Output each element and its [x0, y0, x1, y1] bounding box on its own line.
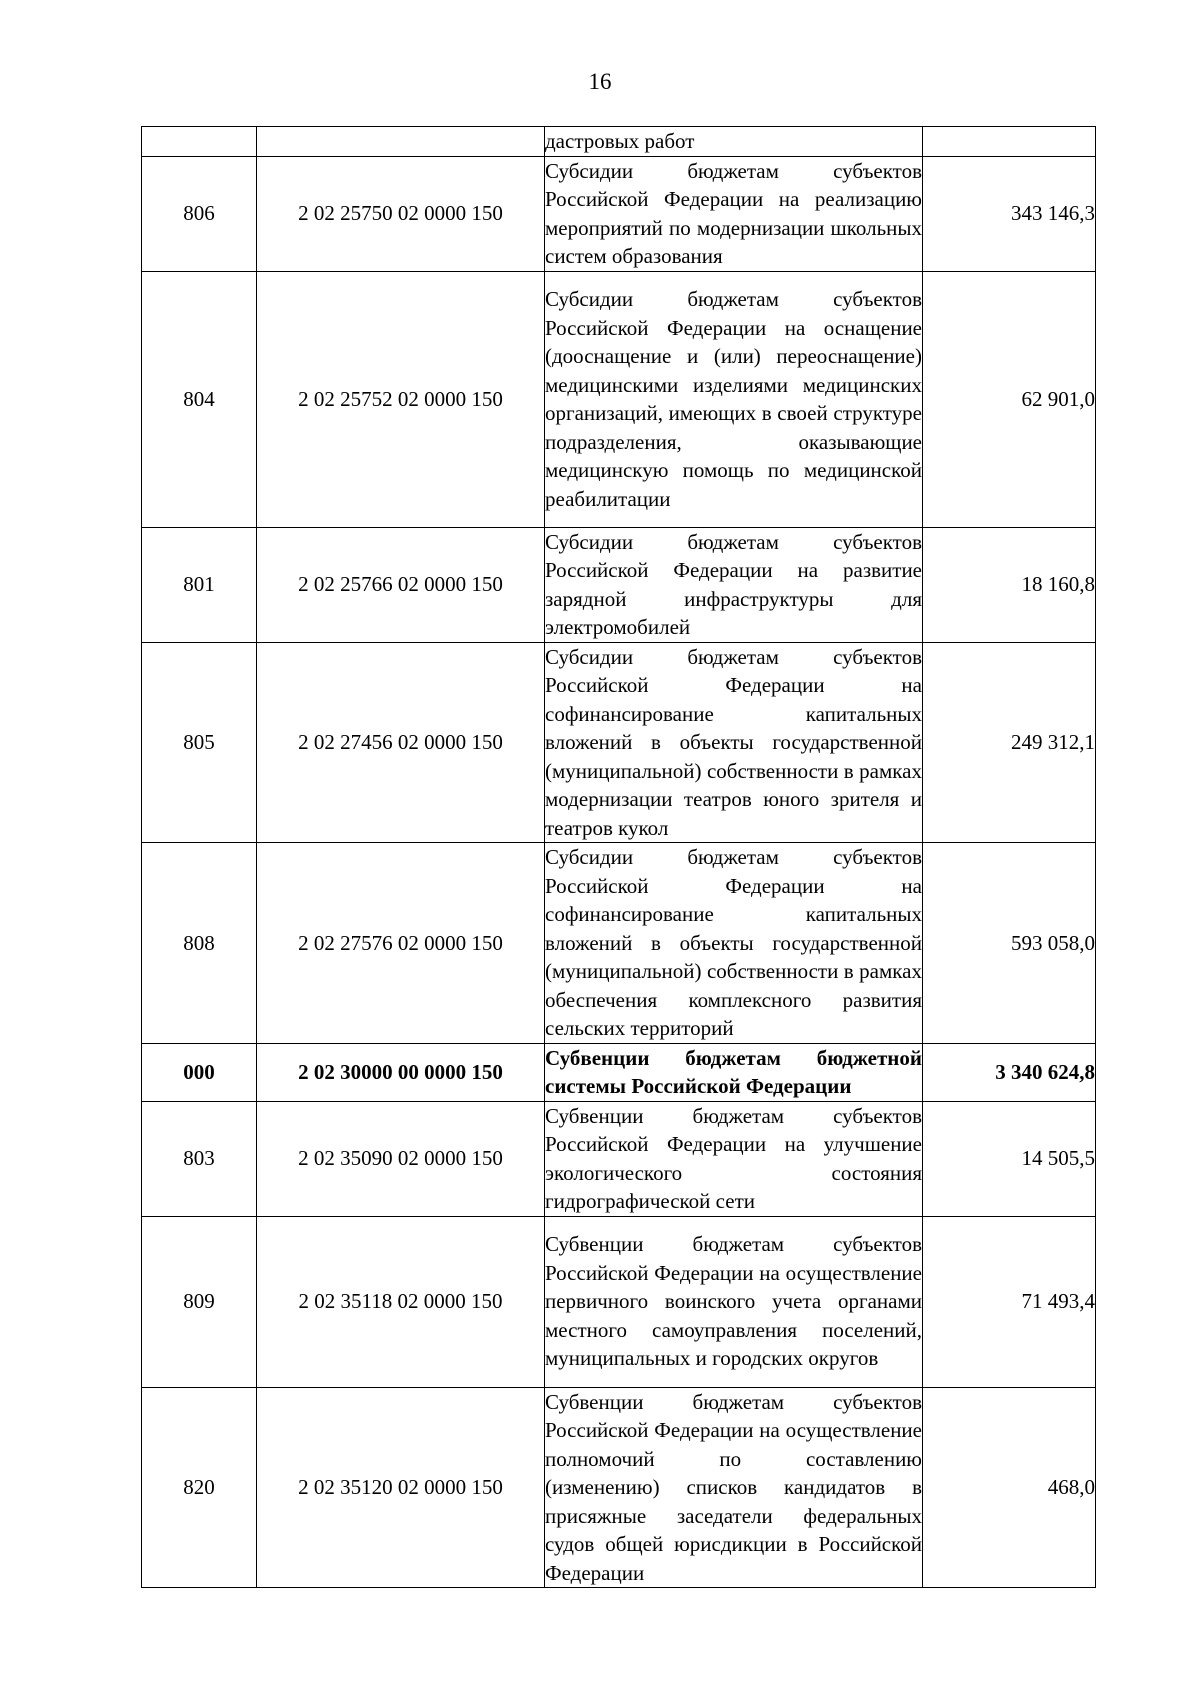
admin-code-cell: 804: [142, 271, 257, 527]
table-row: [142, 1101, 1096, 1216]
classification-code-cell: 2 02 35118 02 0000 150: [257, 1216, 545, 1387]
classification-code-cell: 2 02 25750 02 0000 150: [257, 156, 545, 271]
admin-code-cell: 801: [142, 527, 257, 642]
admin-code-cell: 809: [142, 1216, 257, 1387]
table-row: [142, 1043, 1096, 1101]
classification-code-cell: 2 02 27456 02 0000 150: [257, 642, 545, 843]
amount-cell: [923, 127, 1096, 157]
income-name-cell: Субсидии бюджетам субъектов Российской Федерации на софинансирование капитальных вложений в объекты государственной (муниципальной) собственности в рамках модернизации театров юного зрителя и театров кукол: [545, 642, 923, 843]
amount-cell: 62 901,0: [923, 271, 1096, 527]
budget-table-body: [142, 127, 1096, 1588]
table-row: [142, 156, 1096, 271]
income-name-cell: Субсидии бюджетам субъектов Российской Федерации на софинансирование капитальных вложений в объекты государственной (муниципальной) собственности в рамках обеспечения комплексного развития сельских территорий: [545, 843, 923, 1044]
budget-table: [141, 126, 1096, 1588]
table-row: [142, 1216, 1096, 1387]
classification-code-cell: 2 02 27576 02 0000 150: [257, 843, 545, 1044]
admin-code-cell: 803: [142, 1101, 257, 1216]
income-name-cell: дастровых работ: [545, 127, 923, 157]
page-number: 16: [588, 69, 612, 94]
admin-code-cell: 806: [142, 156, 257, 271]
table-row: [142, 843, 1096, 1044]
amount-cell: 18 160,8: [923, 527, 1096, 642]
classification-code-cell: [257, 127, 545, 157]
amount-cell: 14 505,5: [923, 1101, 1096, 1216]
admin-code-cell: 808: [142, 843, 257, 1044]
amount-cell: 249 312,1: [923, 642, 1096, 843]
income-name-cell: Субсидии бюджетам субъектов Российской Федерации на реализацию мероприятий по модернизации школьных систем образования: [545, 156, 923, 271]
admin-code-cell: 820: [142, 1387, 257, 1588]
classification-code-cell: 2 02 30000 00 0000 150: [257, 1043, 545, 1101]
amount-cell: 593 058,0: [923, 843, 1096, 1044]
classification-code-cell: 2 02 25766 02 0000 150: [257, 527, 545, 642]
table-row: [142, 527, 1096, 642]
admin-code-cell: 805: [142, 642, 257, 843]
admin-code-cell: [142, 127, 257, 157]
table-row: [142, 127, 1096, 157]
table-row: [142, 642, 1096, 843]
income-name-cell: Субвенции бюджетам субъектов Российской Федерации на улучшение экологического состояния гидрографической сети: [545, 1101, 923, 1216]
classification-code-cell: 2 02 35090 02 0000 150: [257, 1101, 545, 1216]
income-name-cell: Субсидии бюджетам субъектов Российской Федерации на оснащение (дооснащение и (или) переоснащение) медицинскими изделиями медицинских организаций, имеющих в своей структуре подразделения, оказывающие медицинскую помощь по медицинской реабилитации: [545, 271, 923, 527]
income-name-cell: Субсидии бюджетам субъектов Российской Федерации на развитие зарядной инфраструктуры для электромобилей: [545, 527, 923, 642]
income-name-cell: Субвенции бюджетам субъектов Российской Федерации на осуществление первичного воинского учета органами местного самоуправления поселений, муниципальных и городских округов: [545, 1216, 923, 1387]
table-row: [142, 271, 1096, 527]
amount-cell: 343 146,3: [923, 156, 1096, 271]
amount-cell: 3 340 624,8: [923, 1043, 1096, 1101]
classification-code-cell: 2 02 25752 02 0000 150: [257, 271, 545, 527]
admin-code-cell: 000: [142, 1043, 257, 1101]
income-name-cell: Субвенции бюджетам бюджетной системы Российской Федерации: [545, 1043, 923, 1101]
table-row: [142, 1387, 1096, 1588]
amount-cell: 71 493,4: [923, 1216, 1096, 1387]
classification-code-cell: 2 02 35120 02 0000 150: [257, 1387, 545, 1588]
amount-cell: 468,0: [923, 1387, 1096, 1588]
income-name-cell: Субвенции бюджетам субъектов Российской Федерации на осуществление полномочий по составлению (изменению) списков кандидатов в присяжные заседатели федеральных судов общей юрисдикции в Российской Федерации: [545, 1387, 923, 1588]
